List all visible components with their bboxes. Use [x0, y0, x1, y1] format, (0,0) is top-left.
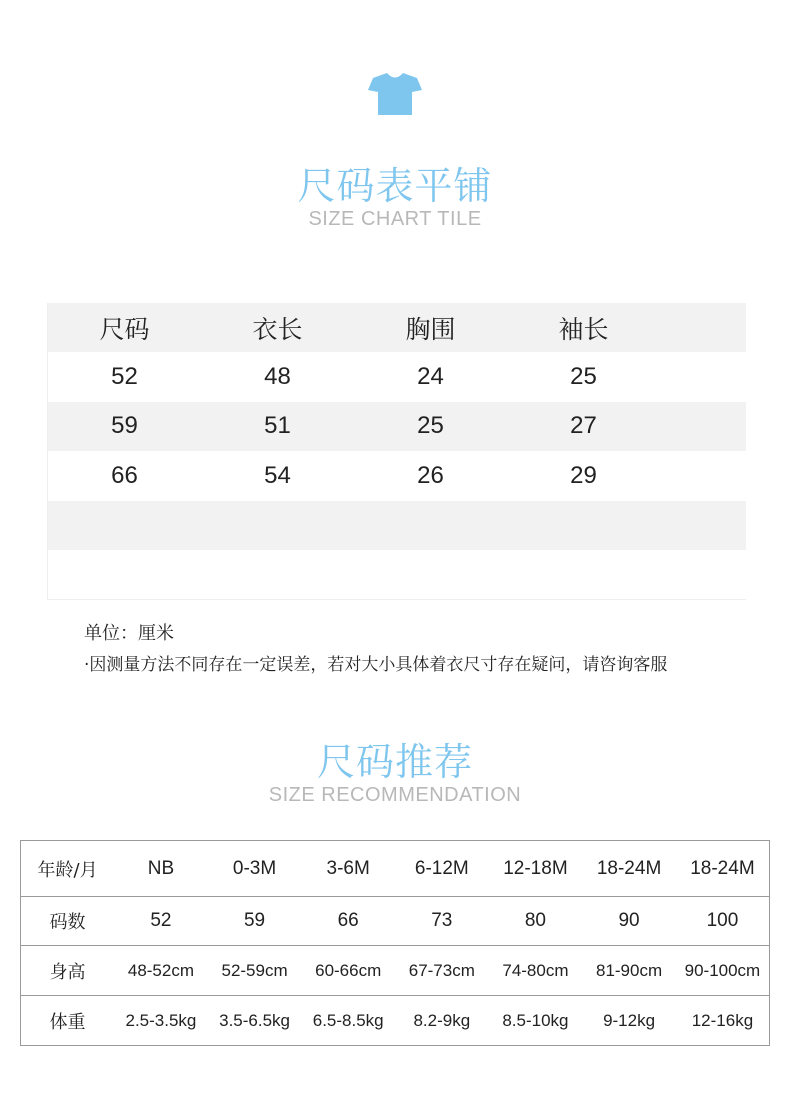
size-chart-title: 尺码表平铺: [297, 164, 493, 208]
table-cell: 59: [111, 412, 138, 440]
header-cell: 衣长: [252, 314, 303, 344]
size-chart-table: [47, 303, 746, 600]
table-cell: 9-12kg: [582, 996, 676, 1046]
disclaimer-note: ·因测量方法不同存在一定误差，若对大小具体着衣尺寸存在疑问，请咨询客服: [84, 655, 668, 675]
table-cell: 0-3M: [208, 841, 302, 897]
table-cell: 80: [489, 897, 583, 946]
table-cell: 8.5-10kg: [489, 996, 583, 1046]
table-cell: 48-52cm: [114, 946, 208, 996]
empty-row: [48, 501, 746, 550]
recommendation-subtitle: SIZE RECOMMENDATION: [268, 784, 522, 806]
table-cell: 66: [301, 897, 395, 946]
table-cell: 52-59cm: [208, 946, 302, 996]
table-row: [48, 451, 746, 500]
table-cell: 73: [395, 897, 489, 946]
size-chart-subtitle: SIZE CHART TILE: [308, 208, 482, 230]
table-cell: 25: [417, 412, 444, 440]
table-cell: 26: [417, 461, 444, 489]
size-recommendation-table: [20, 840, 770, 1046]
table-cell: 74-80cm: [489, 946, 583, 996]
table-row: [21, 946, 770, 996]
empty-row: [48, 550, 746, 599]
table-cell: NB: [114, 841, 208, 897]
table-cell: 24: [417, 363, 444, 391]
row-label: 年龄/月: [21, 841, 115, 897]
table-cell: 52: [114, 897, 208, 946]
unit-note: 单位：厘米: [84, 623, 174, 644]
table-row: [21, 996, 770, 1046]
table-cell: 3.5-6.5kg: [208, 996, 302, 1046]
table-cell: 52: [111, 363, 138, 391]
header-cell: 胸围: [405, 314, 456, 344]
table-cell: 2.5-3.5kg: [114, 996, 208, 1046]
table-cell: 12-18M: [489, 841, 583, 897]
row-label: 体重: [21, 996, 115, 1046]
table-cell: 29: [570, 461, 597, 489]
table-cell: 100: [676, 897, 770, 946]
table-cell: 8.2-9kg: [395, 996, 489, 1046]
table-header-row: [48, 303, 746, 352]
table-cell: 3-6M: [301, 841, 395, 897]
row-label: 码数: [21, 897, 115, 946]
table-cell: 27: [570, 412, 597, 440]
header-cell: 尺码: [99, 314, 150, 344]
table-cell: 60-66cm: [301, 946, 395, 996]
table-cell: 66: [111, 461, 138, 489]
recommendation-title: 尺码推荐: [316, 740, 473, 784]
header-cell: 袖长: [558, 314, 609, 344]
row-label: 身高: [21, 946, 115, 996]
table-row: [48, 402, 746, 451]
table-cell: 25: [570, 363, 597, 391]
table-cell: 18-24M: [582, 841, 676, 897]
tshirt-icon: [368, 73, 422, 115]
table-row: [21, 897, 770, 946]
table-cell: 67-73cm: [395, 946, 489, 996]
table-cell: 54: [264, 461, 291, 489]
table-cell: 51: [264, 412, 291, 440]
table-cell: 81-90cm: [582, 946, 676, 996]
table-cell: 6.5-8.5kg: [301, 996, 395, 1046]
table-row: [48, 352, 746, 401]
table-row: [21, 841, 770, 897]
table-cell: 12-16kg: [676, 996, 770, 1046]
table-cell: 90: [582, 897, 676, 946]
table-cell: 6-12M: [395, 841, 489, 897]
table-cell: 90-100cm: [676, 946, 770, 996]
table-cell: 59: [208, 897, 302, 946]
table-cell: 18-24M: [676, 841, 770, 897]
table-cell: 48: [264, 363, 291, 391]
